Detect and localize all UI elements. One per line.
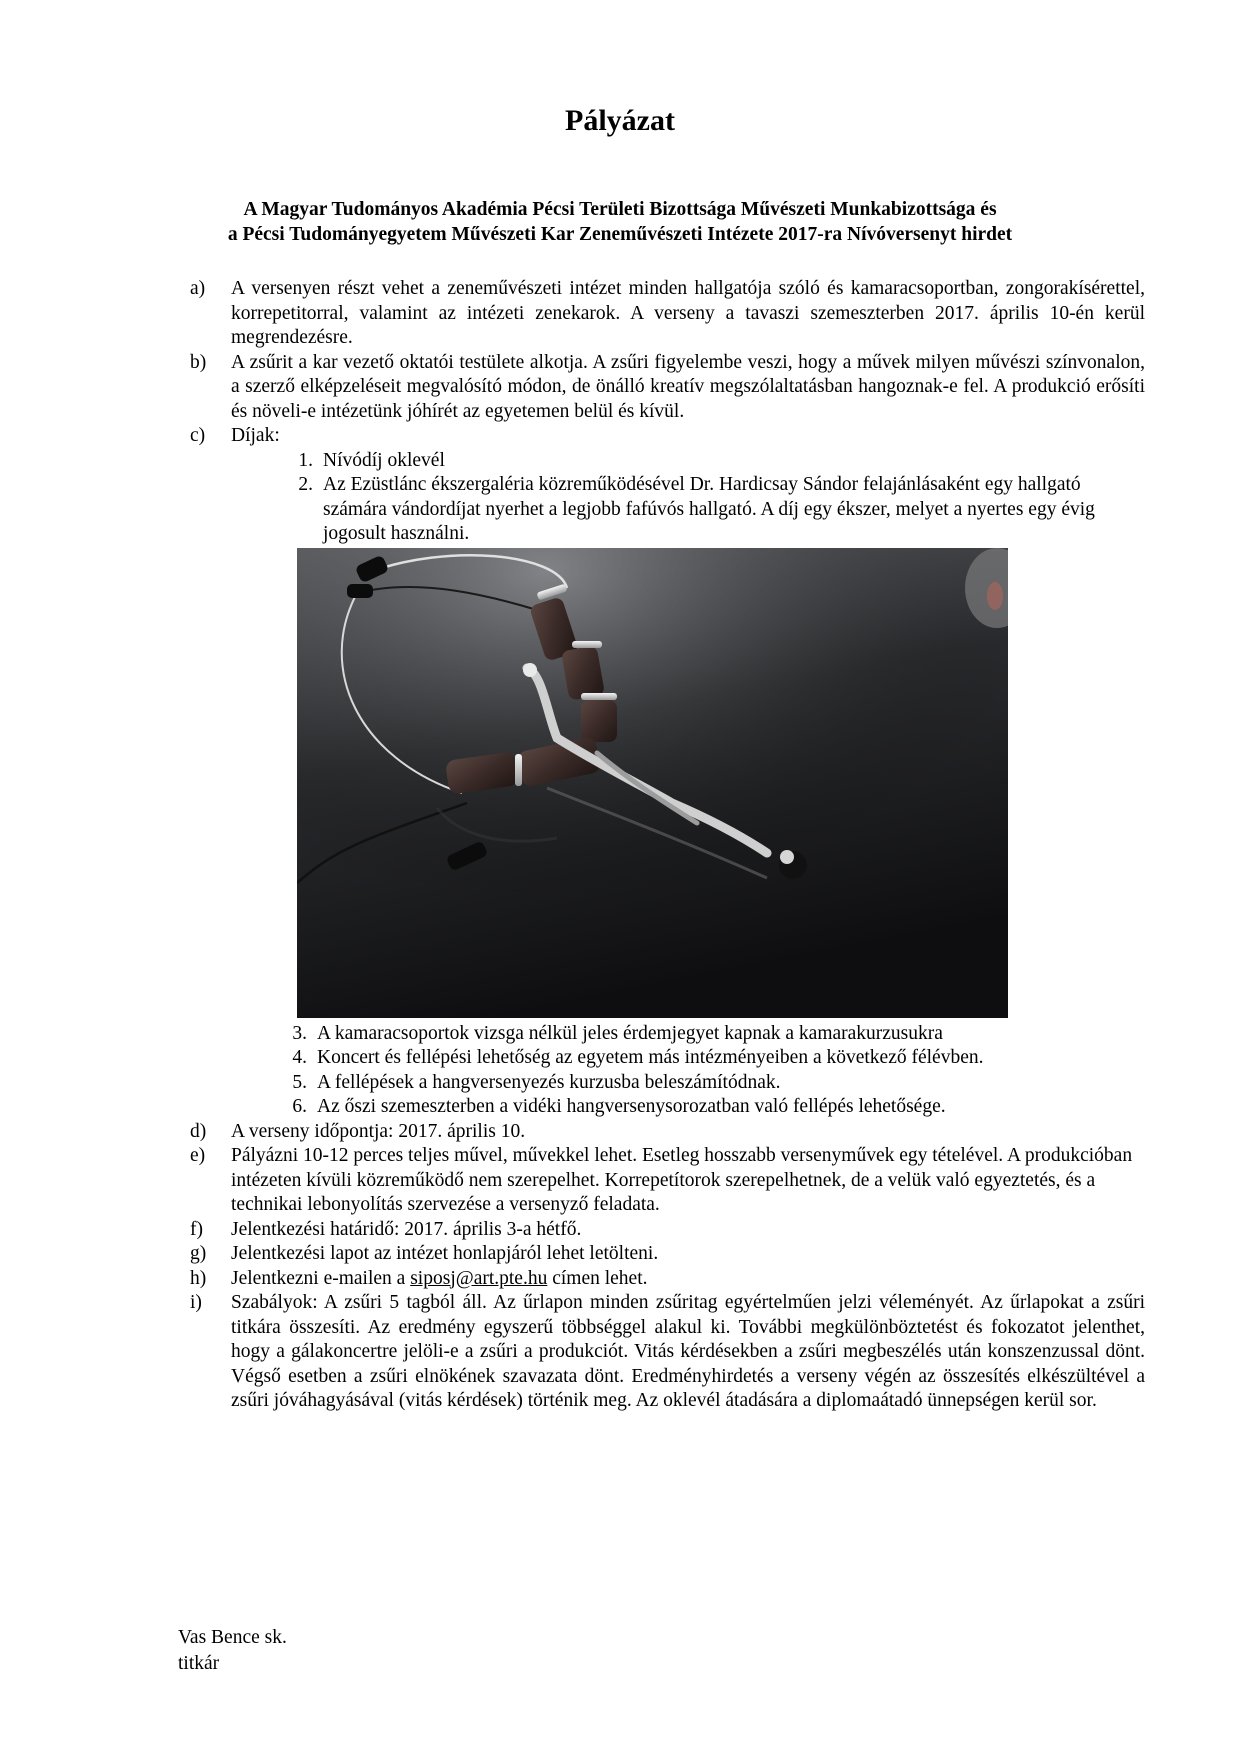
announcement-heading (140, 197, 1100, 247)
prize-number: 5. (292, 1071, 307, 1093)
email-intro: Jelentkezni e-mailen a (231, 1267, 411, 1289)
item-text: Szabályok: A zsűri 5 tagból áll. Az űrlapon minden zsűritag egyértelműen jelzi véleményét. Az űrlapokat a zsűri titkára összesíti. Az eredmény egyszerű többséggel alakul ki. További megkülönböztetést és fokozatot jelenthet, hogy a gálakoncertre jelöli-e a zsűri a produkciót. Vitás kérdésekben a zsűri megbeszélés után konszenzussal dönt. Végső esetben a zsűri elnökének szavazata dönt. Eredményhirdetés a verseny végén az összesítés elkészültével a zsűri jóváhagyásával (vitás kérdések) történik meg. Az oklevél átadására a diplomaátadó ünnepségen kerül sor. (231, 1292, 1145, 1411)
list-item-f (190, 1218, 1145, 1243)
prizes-list (283, 449, 1145, 547)
list-item-e (190, 1144, 1145, 1218)
item-text (231, 1267, 1145, 1292)
prize-number: 4. (292, 1047, 307, 1068)
item-marker: i) (190, 1292, 202, 1313)
item-text: Jelentkezési határidő: 2017. április 3-a hétfő. (231, 1218, 582, 1240)
prize-item (277, 1071, 1107, 1096)
prize-number: 3. (292, 1022, 307, 1044)
prize-item (283, 473, 1145, 547)
item-text: A versenyen részt vehet a zeneművészeti intézet minden hallgatója szóló és kamaracsoportban, zongorakísérettel, korrepetitorral, valamint az intézeti zenekarok. A verseny a tavaszi szemeszterben 2017. április 10-én kerül megrendezésre. (231, 278, 1145, 348)
prize-text: Az őszi szemeszterben a vidéki hangversenysorozatban való fellépés lehetősége. (317, 1096, 946, 1117)
heading-line-1: A Magyar Tudományos Akadémia Pécsi Területi Bizottsága Művészeti Munkabizottsága és (243, 199, 997, 220)
signature-block (178, 1625, 287, 1677)
prize-text: A kamaracsoportok vizsga nélkül jeles érdemjegyet kapnak a kamarakurzusukra (317, 1022, 943, 1044)
prize-number: 1. (298, 449, 313, 471)
list-item-d (190, 1120, 1145, 1145)
rules-list (190, 277, 1145, 1414)
signatory-role: titkár (178, 1653, 220, 1674)
list-item-g (190, 1242, 1145, 1267)
list-item-h (190, 1267, 1145, 1292)
prize-text: A fellépések a hangversenyezés kurzusba beleszámítódnak. (317, 1071, 781, 1093)
item-marker: g) (190, 1243, 207, 1264)
email-link[interactable]: siposj@art.pte.hu (410, 1267, 548, 1289)
jewelry-photo (297, 548, 1008, 1018)
prize-item (277, 1022, 1107, 1047)
item-text: Pályázni 10-12 perces teljes művel, művekkel lehet. Esetleg hosszabb versenyművek egy tételével. A produkcióban intézeten kívüli közreműködő nem szerepelhet. Korrepetítorok szerepelhetnek, de a velük való egyeztetés, és a technikai lebonyolítás szervezése a versenyző feladata. (231, 1145, 1133, 1215)
prize-text: Az Ezüstlánc ékszergaléria közreműködésével Dr. Hardicsay Sándor felajánlásaként egy hallgató számára vándordíjat nyerhet a legjobb fafúvós hallgató. A díj egy ékszer, melyet a nyertes egy évig jogosult használni. (323, 474, 1095, 544)
prize-number: 2. (298, 474, 313, 495)
list-item-b (190, 351, 1145, 425)
page-title: Pályázat (565, 104, 675, 137)
prize-item (277, 1095, 1107, 1120)
item-marker: d) (190, 1120, 207, 1142)
prize-item (277, 1046, 1107, 1071)
item-marker: c) (190, 425, 206, 446)
prize-item (283, 449, 1145, 474)
prizes-list-continued (277, 1022, 1107, 1120)
list-item-c (190, 424, 1145, 1120)
email-outro: címen lehet. (547, 1267, 648, 1289)
prize-number: 6. (292, 1096, 307, 1117)
item-marker: h) (190, 1267, 207, 1289)
item-marker: e) (190, 1145, 206, 1166)
item-text: Jelentkezési lapot az intézet honlapjáról lehet letölteni. (231, 1243, 659, 1264)
item-text: A zsűrit a kar vezető oktatói testülete alkotja. A zsűri figyelembe veszi, hogy a művek milyen művészi színvonalon, a szerző elképzeléseit megvalósító módon, de önálló kreatív megszólaltatásban hangoznak-e fel. A produkció erősíti és növeli-e intézetünk jóhírét az egyetemen belül és kívül. (231, 351, 1145, 422)
item-text: Díjak: (231, 425, 280, 446)
prize-text: Nívódíj oklevél (323, 449, 445, 471)
item-marker: f) (190, 1218, 203, 1240)
heading-line-2: a Pécsi Tudományegyetem Művészeti Kar Zeneművészeti Intézete 2017-ra Nívóversenyt hirdet (227, 224, 1013, 245)
item-text: A verseny időpontja: 2017. április 10. (231, 1120, 526, 1142)
necklace-image (297, 548, 1008, 1018)
list-item-a (190, 277, 1145, 351)
prize-text: Koncert és fellépési lehetőség az egyetem más intézményeiben a következő félévben. (317, 1047, 984, 1068)
list-item-i (190, 1291, 1145, 1414)
signatory-name: Vas Bence sk. (178, 1627, 287, 1648)
item-marker: a) (190, 278, 206, 299)
item-marker: b) (190, 351, 207, 373)
